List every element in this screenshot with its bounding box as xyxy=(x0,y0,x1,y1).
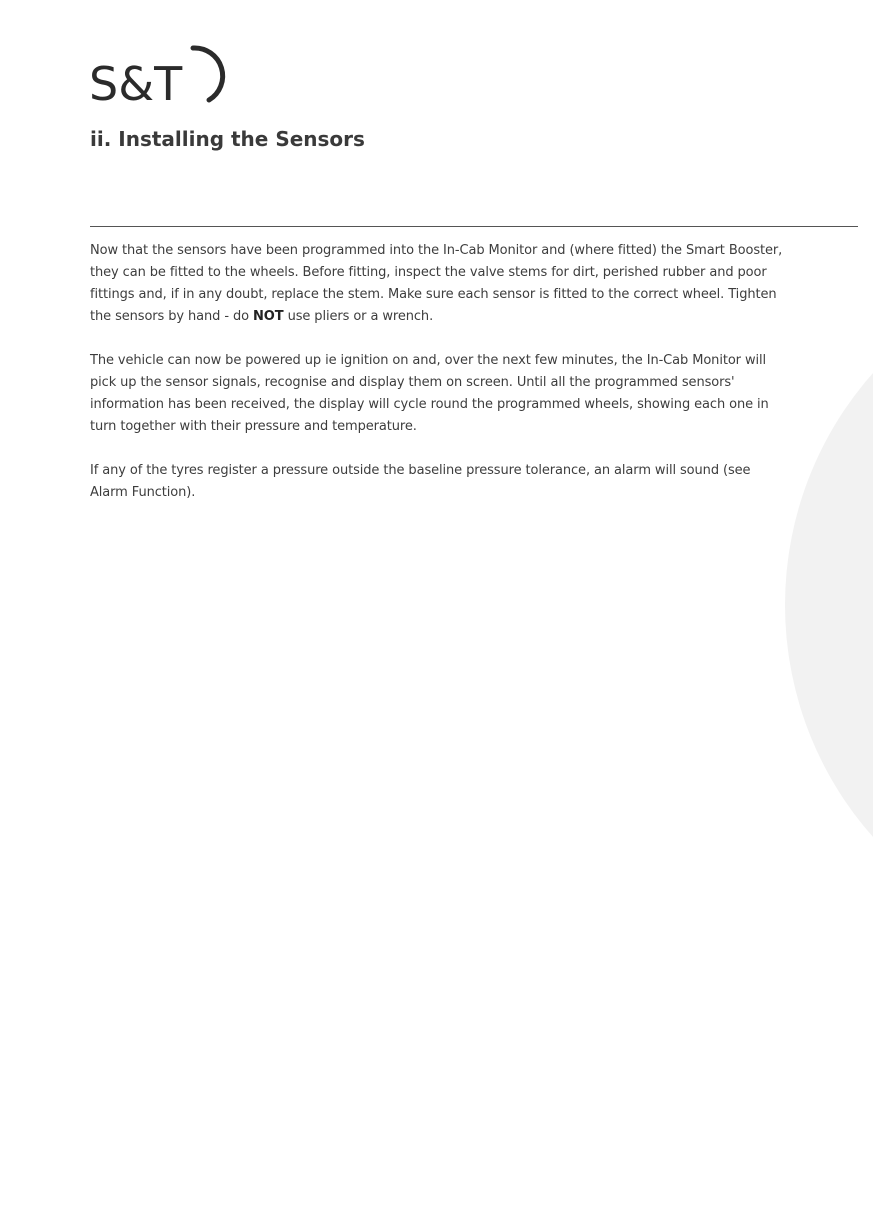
paragraph-alarm: If any of the tyres register a pressure outside the baseline pressure tolerance, an alarm will sound (see Alarm Function). xyxy=(90,463,751,500)
paragraph-fitting-text: Now that the sensors have been programmed into the In-Cab Monitor and (where fitted) the Smart Booster, they can be fitted to the wheels. Before fitting, inspect the valve stems for dirt, perished rubber and poor fittings and, if in any doubt, replace the stem. Make sure each sensor is fitted to the correct wheel. Tighten the sensors by hand - do xyxy=(90,243,783,324)
logo-text: S&T xyxy=(89,57,183,106)
paragraph-fitting xyxy=(90,240,790,328)
paragraph-fitting-end: use pliers or a wrench. xyxy=(283,309,434,324)
page-heading: ii. Installing the Sensors xyxy=(90,127,365,151)
paragraph-power-up: The vehicle can now be powered up ie ignition on and, over the next few minutes, the In-Cab Monitor will pick up the sensor signals, recognise and display them on screen. Until all the programmed sensors' information has been received, the display will cycle round the programmed wheels, showing each one in turn together with their pressure and temperature. xyxy=(90,353,769,434)
emphasis-not: NOT xyxy=(253,309,284,324)
logo-arc-icon xyxy=(193,48,223,100)
body-content xyxy=(90,240,790,526)
background-decorative-arc xyxy=(785,255,873,955)
brand-logo xyxy=(89,40,234,106)
section-divider xyxy=(90,226,858,227)
